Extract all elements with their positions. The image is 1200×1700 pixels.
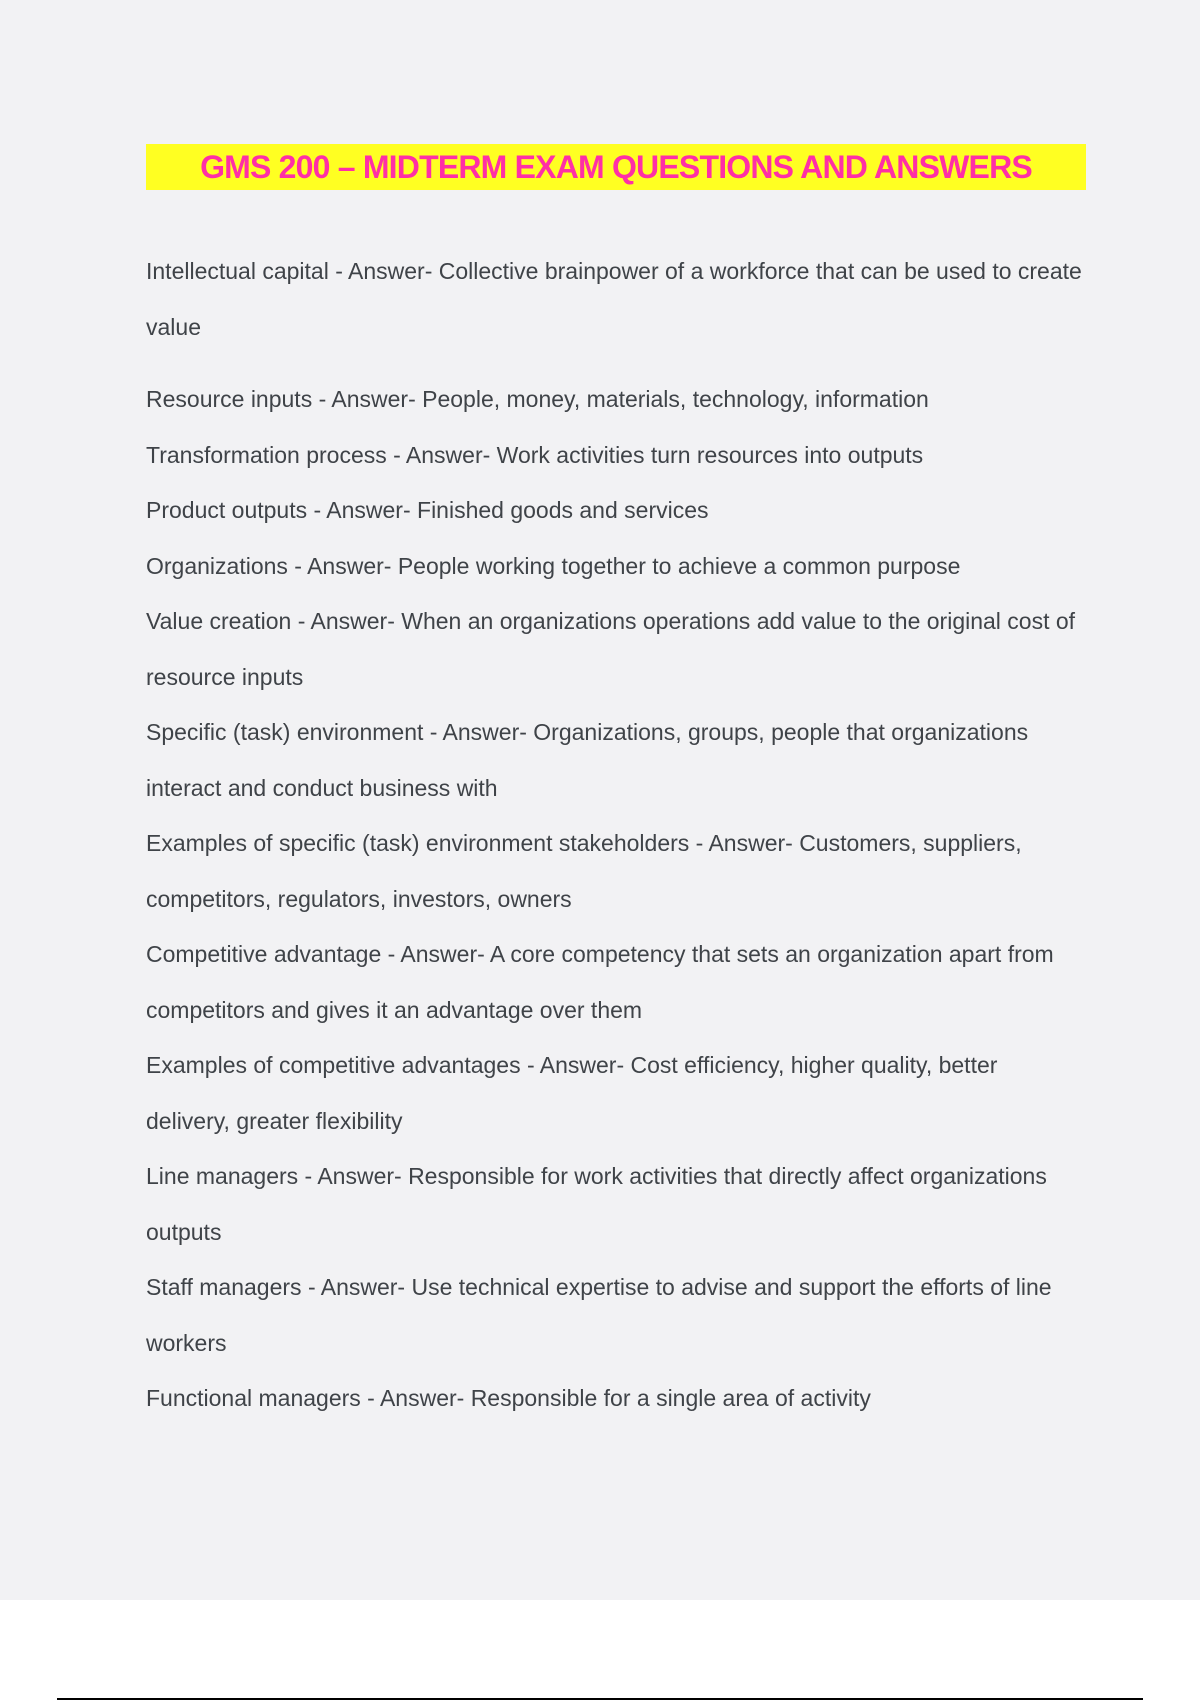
qa-item: Resource inputs - Answer- People, money, materials, technology, information: [146, 386, 929, 412]
title-highlight: [146, 144, 1086, 190]
document-title: GMS 200 – MIDTERM EXAM QUESTIONS AND ANSWERS: [200, 149, 1032, 185]
qa-item: Functional managers - Answer- Responsible for a single area of activity: [146, 1385, 871, 1411]
qa-item: Transformation process - Answer- Work activities turn resources into outputs: [146, 441, 924, 468]
qa-item: Intellectual capital - Answer- Collective brainpower of a workforce that can be used to create value: [146, 258, 1082, 340]
qa-list: [146, 244, 1086, 1427]
qa-item: Line managers - Answer- Responsible for work activities that directly affect organizations outputs: [146, 1163, 1047, 1245]
qa-item: Value creation - Answer- When an organizations operations add value to the original cost of resource inputs: [146, 608, 1076, 690]
qa-item: Examples of competitive advantages - Answer- Cost efficiency, higher quality, better delivery, greater flexibility: [146, 1052, 998, 1134]
qa-item: Organizations - Answer- People working together to achieve a common purpose: [146, 552, 961, 579]
qa-item: Examples of specific (task) environment stakeholders - Answer- Customers, suppliers, competitors, regulators, investors, owners: [146, 830, 1022, 912]
qa-item: Product outputs - Answer- Finished goods and services: [146, 497, 709, 523]
qa-item: Competitive advantage - Answer- A core competency that sets an organization apart from competitors and gives it an advantage over them: [146, 941, 1054, 1023]
qa-item: Staff managers - Answer- Use technical expertise to advise and support the efforts of line workers: [146, 1274, 1052, 1356]
qa-item: Specific (task) environment - Answer- Organizations, groups, people that organizations interact and conduct business with: [146, 719, 1029, 801]
